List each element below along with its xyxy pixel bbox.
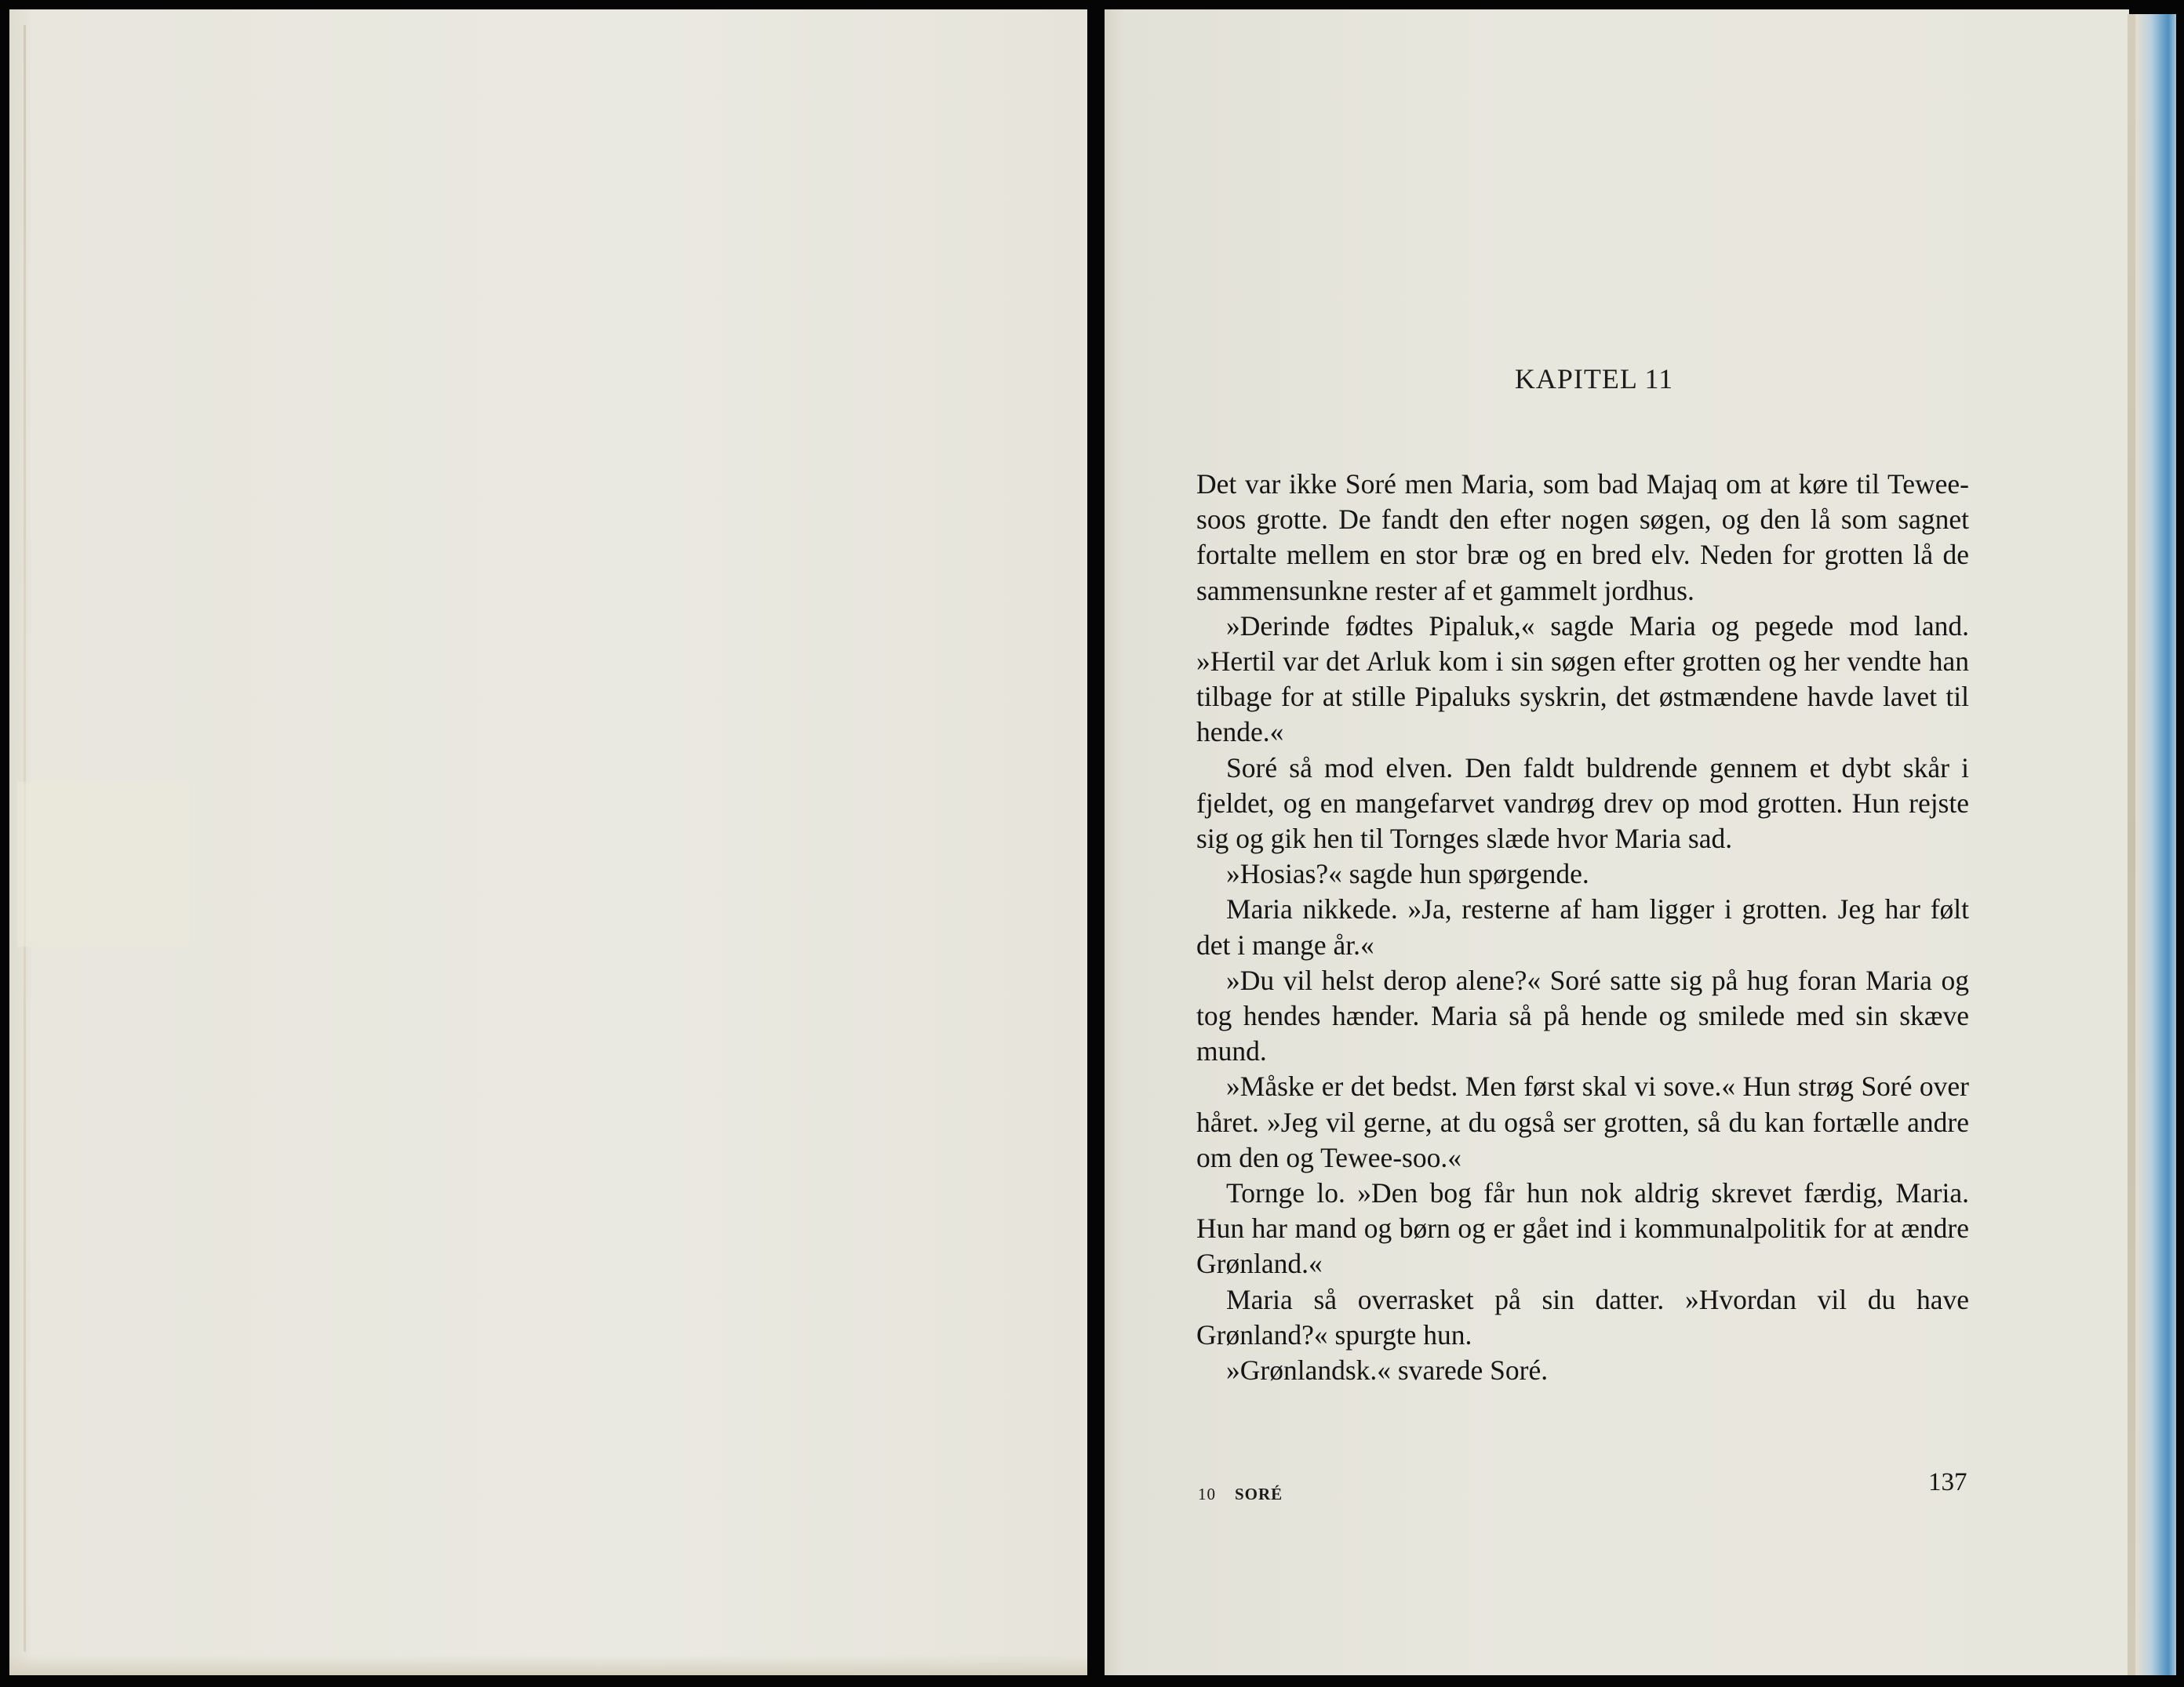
- paragraph-10: »Grønlandsk.« svarede Soré.: [1226, 1354, 1549, 1387]
- body-text: [1196, 467, 1969, 1388]
- book-cover-edge: [2128, 14, 2176, 1675]
- paragraph-8: Tornge lo. »Den bog får hun nok aldrig skrevet færdig, Maria. Hun har mand og børn og er gået ind i kommunalpolitik for at ændre Grønland.«: [1196, 1177, 1969, 1280]
- paragraph-2: »Derinde fødtes Pipaluk,« sagde Maria og pegede mod land. »Hertil var det Arluk kom i sin søgen efter grotten og her vendte han tilbage for at stille Pipaluks syskrin, det østmændene havde lavet til hende.«: [1196, 609, 1969, 748]
- paragraph-6: »Du vil helst derop alene?« Soré satte sig på hug foran Maria og tog hendes hænder. Maria så på hende og smilede med sin skæve mund.: [1196, 964, 1969, 1067]
- paragraph-5: Maria nikkede. »Ja, resterne af ham ligger i grotten. Jeg har følt det i mange år.«: [1196, 893, 1969, 961]
- paragraph-4: »Hosias?« sagde hun spørgende.: [1226, 858, 1589, 890]
- paragraph-1: Det var ikke Soré men Maria, som bad Majaq om at køre til Tewee-soos grotte. De fandt den efter nogen søgen, og den lå som sagnet fortalte mellem en stor bræ og en bred elv. Neden for grotten lå de sammensunkne rester af et gammelt jordhus.: [1196, 468, 1969, 606]
- left-page-bottom-shadow: [9, 1655, 1087, 1675]
- signature-title: SORÉ: [1235, 1485, 1283, 1503]
- page-number: 137: [1928, 1468, 1967, 1496]
- page-block-edge: [2128, 14, 2135, 1675]
- chapter-title: KAPITEL 11: [1514, 363, 1674, 394]
- paragraph-3: Soré så mod elven. Den faldt buldrende gennem et dybt skår i fjeldet, og en mangefarvet vandrøg drev op mod grotten. Hun rejste sig og gik hen til Tornges slæde hvor Maria sad.: [1196, 751, 1969, 855]
- paragraph-7: »Måske er det bedst. Men først skal vi sove.« Hun strøg Soré over håret. »Jeg vil gerne, at du også ser grotten, så du kan fortælle andre om den og Tewee-soo.«: [1196, 1071, 1969, 1173]
- paragraph-9: Maria så overrasket på sin datter. »Hvordan vil du have Grønland?« spurgte hun.: [1196, 1283, 1969, 1351]
- left-page-blank: [9, 9, 1087, 1675]
- paper-stain: [17, 782, 190, 947]
- signature-mark: [1198, 1485, 1283, 1504]
- signature-number: 10: [1198, 1485, 1216, 1503]
